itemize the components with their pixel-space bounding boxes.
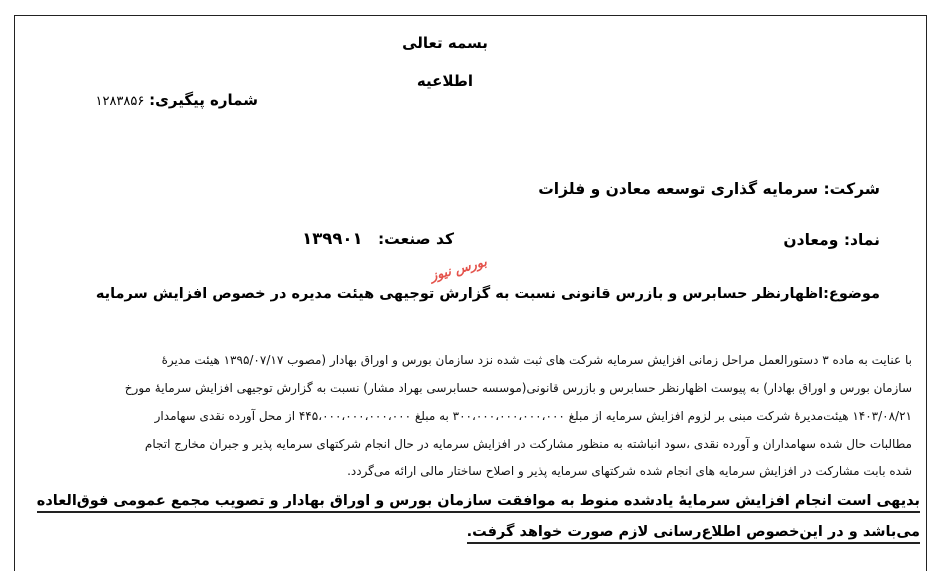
industry-code-label: کد صنعت:	[377, 230, 454, 248]
symbol-value: ومعادن	[783, 231, 839, 249]
body-line: شده بابت مشارکت در افزایش سرمایه های انجام شده شرکتهای سرمایه پذیر و اصلاح ساختار مالی ارائه می‌گردد.	[347, 464, 912, 478]
industry-code-value: ۱۳۹۹۰۱	[302, 229, 363, 248]
highlight-line: می‌باشد و در این‌خصوص اطلاع‌رسانی لازم صورت خواهد گرفت.	[467, 522, 920, 544]
notice-title: اطلاعیه	[416, 72, 474, 90]
company-row	[538, 180, 880, 198]
industry-code-row	[302, 229, 454, 248]
symbol-row	[783, 231, 880, 249]
tracking-number-row	[95, 91, 258, 109]
body-line: مطالبات حال شده سهامداران و آورده نقدی ،سود انباشته به منظور مشارکت در افزایش سرمایه در حال انجام شرکتهای سرمایه پذیر و جبران مخارج اتجام	[144, 437, 912, 451]
company-name: سرمایه گذاری توسعه معادن و فلزات	[538, 180, 819, 198]
body-line: ۱۴۰۳/۰۸/۲۱ هیئت‌مدیرهٔ شرکت مبنی بر لزوم افزایش سرمایه از مبلغ ۳۰۰،۰۰۰،۰۰۰،۰۰۰،۰۰۰ به مبلغ ۴۴۵،۰۰۰،۰۰۰،۰۰۰،۰۰۰ از محل آورده نقدی سهامدار	[154, 409, 912, 423]
subject-text: اظهارنظر حسابرس و بازرس قانونی نسبت به گزارش توجیهی هیئت مدیره در خصوص افزایش سرمایه	[95, 286, 824, 302]
tracking-number: ۱۲۸۳۸۵۶	[95, 94, 145, 109]
subject-label: موضوع:	[823, 286, 880, 302]
subject-row	[96, 286, 880, 302]
watermark-logo: بورس نیوز	[429, 254, 489, 285]
symbol-label: نماد:	[843, 231, 880, 249]
body-line: سازمان بورس و اوراق بهادار) به پیوست اظهارنظر حسابرس و بازرس قانونی(موسسه حسابرسی بهراد مشار) نسبت به گزارش توجیهی افزایش سرمایهٔ مورخ	[124, 381, 912, 395]
highlight-line: بدیهی است انجام افزایش سرمایهٔ یادشده منوط به موافقت سازمان بورس و اوراق بهادار و تصویب مجمع عمومی فوق‌العاده	[37, 491, 920, 513]
company-label: شرکت:	[823, 180, 880, 198]
body-line: با عنایت به ماده ۳ دستورالعمل مراحل زمانی افزایش سرمایه شرکت های ثبت شده نزد سازمان بورس و اوراق بهادار (مصوب ۱۳۹۵/۰۷/۱۷ هیئت مدیرهٔ	[161, 353, 912, 367]
basmala: بسمه تعالی	[402, 34, 488, 52]
tracking-label: شماره پیگیری:	[149, 91, 258, 109]
frame-border-left	[14, 15, 15, 571]
frame-border-top	[14, 15, 926, 16]
frame-border-right	[926, 15, 927, 571]
